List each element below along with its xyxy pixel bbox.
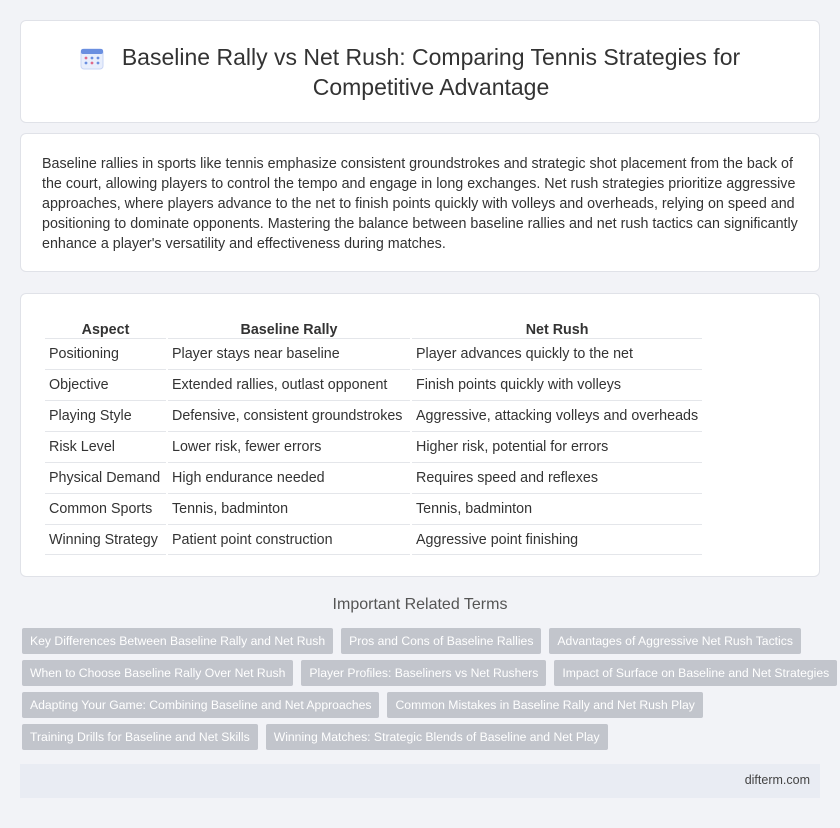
table-cell: Extended rallies, outlast opponent (168, 369, 410, 400)
table-row (45, 400, 702, 431)
header-card (20, 20, 820, 123)
related-terms-row (22, 660, 830, 686)
table-cell: Objective (45, 369, 166, 400)
table-cell: Playing Style (45, 400, 166, 431)
table-cell: Tennis, badminton (412, 493, 702, 524)
table-cell: Aggressive, attacking volleys and overheads (412, 400, 702, 431)
related-terms (22, 628, 830, 756)
related-terms-title: Important Related Terms (332, 596, 508, 613)
header-net-rush: Net Rush (525, 322, 589, 338)
related-term-link[interactable]: Key Differences Between Baseline Rally and Net Rush (22, 628, 333, 654)
intro-card (20, 133, 820, 272)
related-term-link[interactable]: Training Drills for Baseline and Net Skills (22, 724, 258, 750)
header-aspect: Aspect (81, 322, 130, 338)
table-cell: Lower risk, fewer errors (168, 431, 410, 462)
related-terms-row (22, 724, 822, 750)
comparison-table (43, 316, 704, 555)
header-baseline-rally: Baseline Rally (240, 322, 338, 338)
table-cell: Risk Level (45, 431, 166, 462)
related-term-link[interactable]: Impact of Surface on Baseline and Net Strategies (554, 660, 837, 686)
related-term-link[interactable]: Player Profiles: Baseliners vs Net Rushers (301, 660, 546, 686)
table-header-row (45, 316, 702, 338)
table-row (45, 493, 702, 524)
table-cell: Higher risk, potential for errors (412, 431, 702, 462)
footer-brand[interactable]: difterm.com (744, 773, 810, 787)
related-terms-row (22, 628, 822, 654)
footer (20, 764, 820, 798)
page-title: Baseline Rally vs Net Rush: Comparing Tennis Strategies for Competitive Advantage (121, 43, 741, 100)
table-cell: Defensive, consistent groundstrokes (168, 400, 410, 431)
table-cell: Player stays near baseline (168, 338, 410, 369)
table-row (45, 431, 702, 462)
table-cell: Tennis, badminton (168, 493, 410, 524)
related-term-link[interactable]: Adapting Your Game: Combining Baseline and Net Approaches (22, 692, 379, 718)
table-row (45, 462, 702, 493)
related-term-link[interactable]: Advantages of Aggressive Net Rush Tactics (549, 628, 801, 654)
related-term-link[interactable]: Winning Matches: Strategic Blends of Baseline and Net Play (266, 724, 608, 750)
table-cell: High endurance needed (168, 462, 410, 493)
related-term-link[interactable]: Common Mistakes in Baseline Rally and Net Rush Play (387, 692, 702, 718)
table-cell: Player advances quickly to the net (412, 338, 702, 369)
comparison-table-card (20, 293, 820, 577)
related-term-link[interactable]: When to Choose Baseline Rally Over Net Rush (22, 660, 293, 686)
intro-paragraph: Baseline rallies in sports like tennis emphasize consistent groundstrokes and strategic shot placement from the back of the court, allowing players to control the tempo and engage in long exchanges. Net rush strategies prioritize aggressive approaches, where players advance to the net to finish points quickly with volleys and overheads, relying on speed and positioning to dominate opponents. Mastering the balance between baseline rallies and net rush tactics can significantly enhance a player's versatility and effectiveness during matches. (42, 156, 798, 252)
table-cell: Requires speed and reflexes (412, 462, 702, 493)
table-cell: Aggressive point finishing (412, 524, 702, 555)
related-terms-row (22, 692, 822, 718)
table-cell: Common Sports (45, 493, 166, 524)
table-row (45, 369, 702, 400)
table-cell: Positioning (45, 338, 166, 369)
table-cell: Finish points quickly with volleys (412, 369, 702, 400)
related-term-link[interactable]: Pros and Cons of Baseline Rallies (341, 628, 541, 654)
table-cell: Patient point construction (168, 524, 410, 555)
table-row (45, 338, 702, 369)
table-cell: Physical Demand (45, 462, 166, 493)
table-cell: Winning Strategy (45, 524, 166, 555)
table-row (45, 524, 702, 555)
